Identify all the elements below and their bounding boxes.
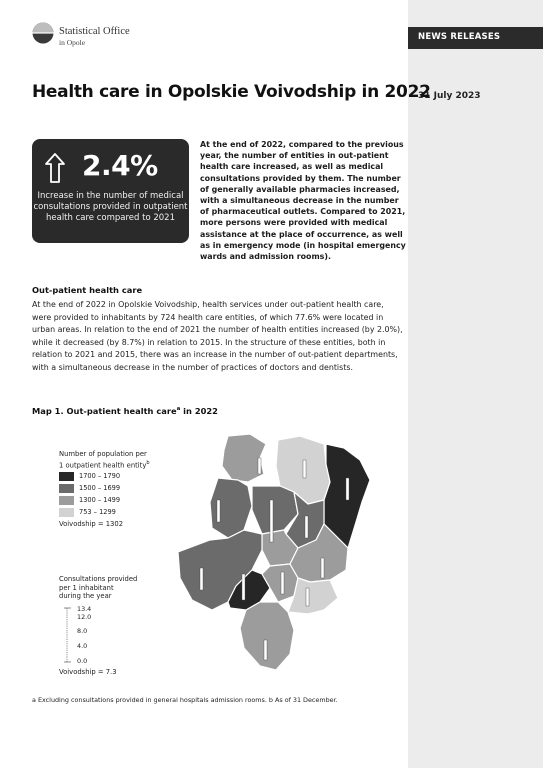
legend-label: 1300 – 1499 — [79, 496, 121, 504]
consultation-bar — [200, 568, 203, 590]
consultation-bar — [303, 460, 306, 478]
population-legend-title-1: Number of population per — [59, 450, 147, 458]
legend-label: 753 – 1299 — [79, 508, 116, 516]
population-voivodship-value: Voivodship = 1302 — [59, 520, 124, 528]
consultation-bar — [281, 572, 284, 594]
scale-tick-label: 12.0 — [77, 613, 92, 621]
legend-label: 1700 – 1790 — [79, 472, 121, 480]
legend-swatch — [59, 496, 74, 505]
consultation-bar — [346, 478, 349, 500]
map-title-text: Map 1. Out-patient health care — [32, 406, 177, 416]
consultations-scale — [63, 606, 133, 666]
population-legend-title-2-text: 1 outpatient health entity — [59, 460, 147, 469]
consultations-legend-title-3: during the year — [59, 592, 112, 601]
scale-tick-label: 13.4 — [77, 605, 92, 613]
legend-swatch — [59, 508, 74, 517]
footnote: a Excluding consultations provided in general hospitals admission rooms. b As of 31 December. — [32, 696, 338, 704]
consultation-bar — [258, 458, 261, 474]
lead-paragraph: At the end of 2022, compared to the previous year, the number of entities in out-patient health care increased, as well as medical consultations provided by them. The number of generally available pharmacies increased, with a simultaneous decrease in the number of pharmaceutical outlets. Compared to 2021, more persons were provided with medical assistance at the place of occurrence, as well as in emergency mode (in hospital emergency wards and admission rooms). — [200, 140, 406, 262]
population-legend-footnote-mark: b — [146, 459, 150, 466]
highlight-box — [32, 139, 189, 243]
org-name: Statistical Office — [59, 26, 130, 37]
map-title-suffix: in 2022 — [180, 406, 218, 416]
section-body: At the end of 2022 in Opolskie Voivodship, health services under out-patient health care, were provided to inhabitants by 724 health care entities, of which 77.6% were located in urban areas. In relation to the end of 2021 the number of health entities increased (by 2.0%), while it decreased (by 8.7%) in relation to 2015. In the structure of these entities, both in relation to 2021 and 2015, there was an increase in the number of out-patient departments, with a simultaneous decrease in the number of practices of doctors and dentists. — [32, 300, 403, 372]
scale-tick-label: 8.0 — [77, 627, 88, 635]
up-arrow-icon — [44, 152, 66, 184]
release-date: 31 July 2023 — [418, 91, 481, 101]
legend-swatch — [59, 472, 74, 481]
legend-swatch — [59, 484, 74, 493]
scale-bar-icon — [63, 606, 75, 666]
news-releases-label: NEWS RELEASES — [418, 32, 501, 42]
consultation-bar — [306, 588, 309, 606]
map-title-footnote-mark: a — [176, 406, 181, 413]
legend-label: 1500 – 1699 — [79, 484, 121, 492]
consultation-bar — [242, 574, 245, 600]
consultation-bar — [321, 558, 324, 578]
highlight-description: Increase in the number of medical consultations provided in outpatient health care compared to 2021 — [33, 191, 188, 223]
consultation-bar — [264, 640, 267, 660]
scale-tick-label: 0.0 — [77, 657, 88, 665]
section-heading: Out-patient health care — [32, 285, 143, 295]
county-west — [210, 478, 252, 538]
sidebar — [408, 0, 543, 768]
highlight-value: 2.4% — [82, 149, 158, 182]
page-title: Health care in Opolskie Voivodship in 2022 — [32, 82, 431, 102]
org-name-block — [59, 26, 130, 48]
scale-tick-label: 4.0 — [77, 642, 88, 650]
consultations-legend-title-1: Consultations provided — [59, 575, 138, 583]
consultation-bar — [305, 516, 308, 538]
consultation-bar — [270, 500, 273, 542]
statistical-office-logo-icon — [32, 22, 54, 44]
news-releases-bar — [408, 27, 543, 49]
org-location: in Opole — [59, 38, 86, 47]
consultations-voivodship-value: Voivodship = 7.3 — [59, 668, 117, 676]
map-title — [32, 406, 218, 416]
consultation-bar — [217, 500, 220, 522]
consultations-legend-title-2: per 1 inhabitant — [59, 583, 114, 592]
choropleth-map — [148, 430, 388, 692]
